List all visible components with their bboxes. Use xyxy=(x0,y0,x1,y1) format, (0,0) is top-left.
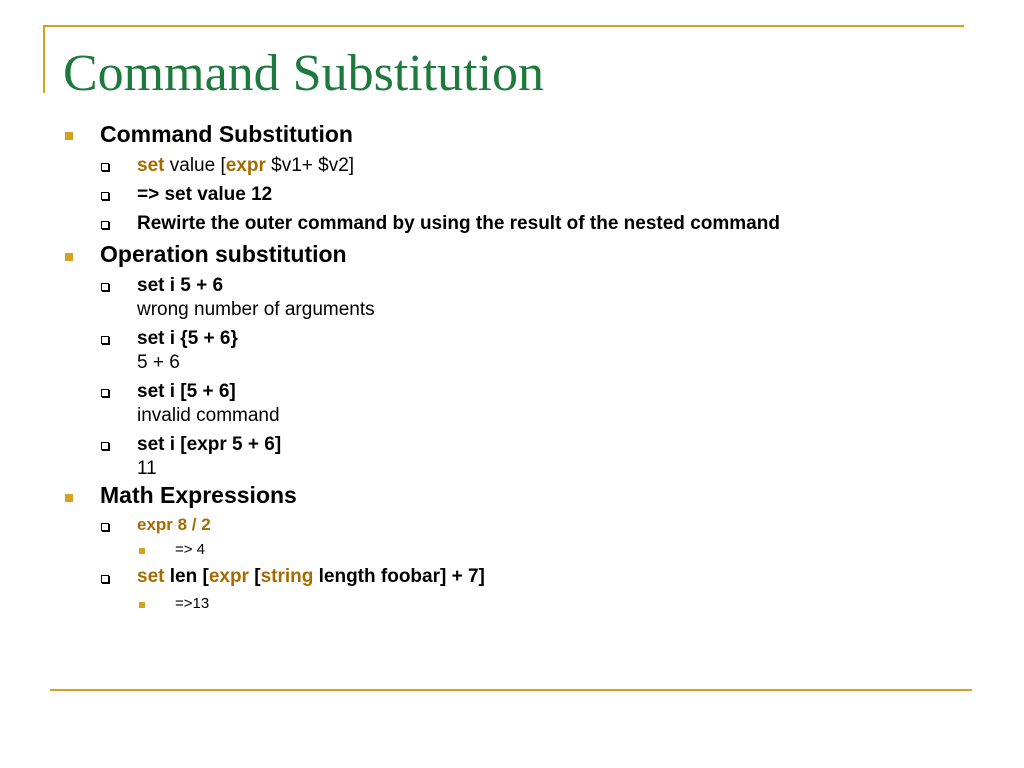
square-bullet-icon xyxy=(139,602,145,608)
command-text: set i [expr 5 + 6] xyxy=(137,434,282,455)
code-text: $v1+ $v2] xyxy=(265,155,355,176)
square-bullet-icon xyxy=(139,548,145,554)
checkbox-bullet-icon xyxy=(101,163,109,171)
command-text: set i [5 + 6] xyxy=(137,381,236,402)
result-text: invalid command xyxy=(137,405,280,426)
checkbox-bullet-icon xyxy=(101,336,109,344)
result-text: 11 xyxy=(137,458,157,479)
result-text: wrong number of arguments xyxy=(137,299,375,320)
keyword-set: set xyxy=(137,566,165,587)
list-subitem-set-len-result: =>13 xyxy=(175,595,210,612)
bottom-border-line xyxy=(50,689,972,691)
square-bullet-icon xyxy=(65,253,73,261)
keyword-string: string xyxy=(260,566,314,587)
slide-title: Command Substitution xyxy=(63,45,545,102)
list-item-set-value xyxy=(137,154,354,178)
square-bullet-icon xyxy=(65,132,73,140)
list-item-operation-1 xyxy=(137,274,375,322)
list-item-expr: expr 8 / 2 xyxy=(137,515,211,534)
list-item-operation-3 xyxy=(137,380,280,428)
code-text: [ xyxy=(248,566,261,587)
code-text: length foobar] + 7] xyxy=(313,566,485,587)
command-text: set i 5 + 6 xyxy=(137,275,224,296)
checkbox-bullet-icon xyxy=(101,192,109,200)
checkbox-bullet-icon xyxy=(101,442,109,450)
checkbox-bullet-icon xyxy=(101,575,109,583)
list-item-operation-4 xyxy=(137,433,281,481)
section-heading-operation-substitution: Operation substitution xyxy=(100,241,347,267)
keyword-expr: expr xyxy=(225,155,266,176)
checkbox-bullet-icon xyxy=(101,283,109,291)
command-text: set i {5 + 6} xyxy=(137,328,238,349)
list-subitem-expr-result: => 4 xyxy=(175,541,206,558)
result-text: 5 + 6 xyxy=(137,352,180,373)
section-heading-command-substitution: Command Substitution xyxy=(100,121,353,147)
square-bullet-icon xyxy=(65,494,73,502)
list-item-operation-2 xyxy=(137,327,238,375)
list-item-set-len xyxy=(137,565,485,589)
list-item-result: => set value 12 xyxy=(137,184,273,205)
code-text: value [ xyxy=(164,155,226,176)
checkbox-bullet-icon xyxy=(101,523,109,531)
keyword-set: set xyxy=(137,155,165,176)
code-text: len [ xyxy=(164,566,209,587)
checkbox-bullet-icon xyxy=(101,389,109,397)
list-item-explanation: Rewirte the outer command by using the result of the nested command xyxy=(137,213,780,234)
section-heading-math-expressions: Math Expressions xyxy=(100,482,297,508)
checkbox-bullet-icon xyxy=(101,221,109,229)
keyword-expr: expr xyxy=(208,566,249,587)
